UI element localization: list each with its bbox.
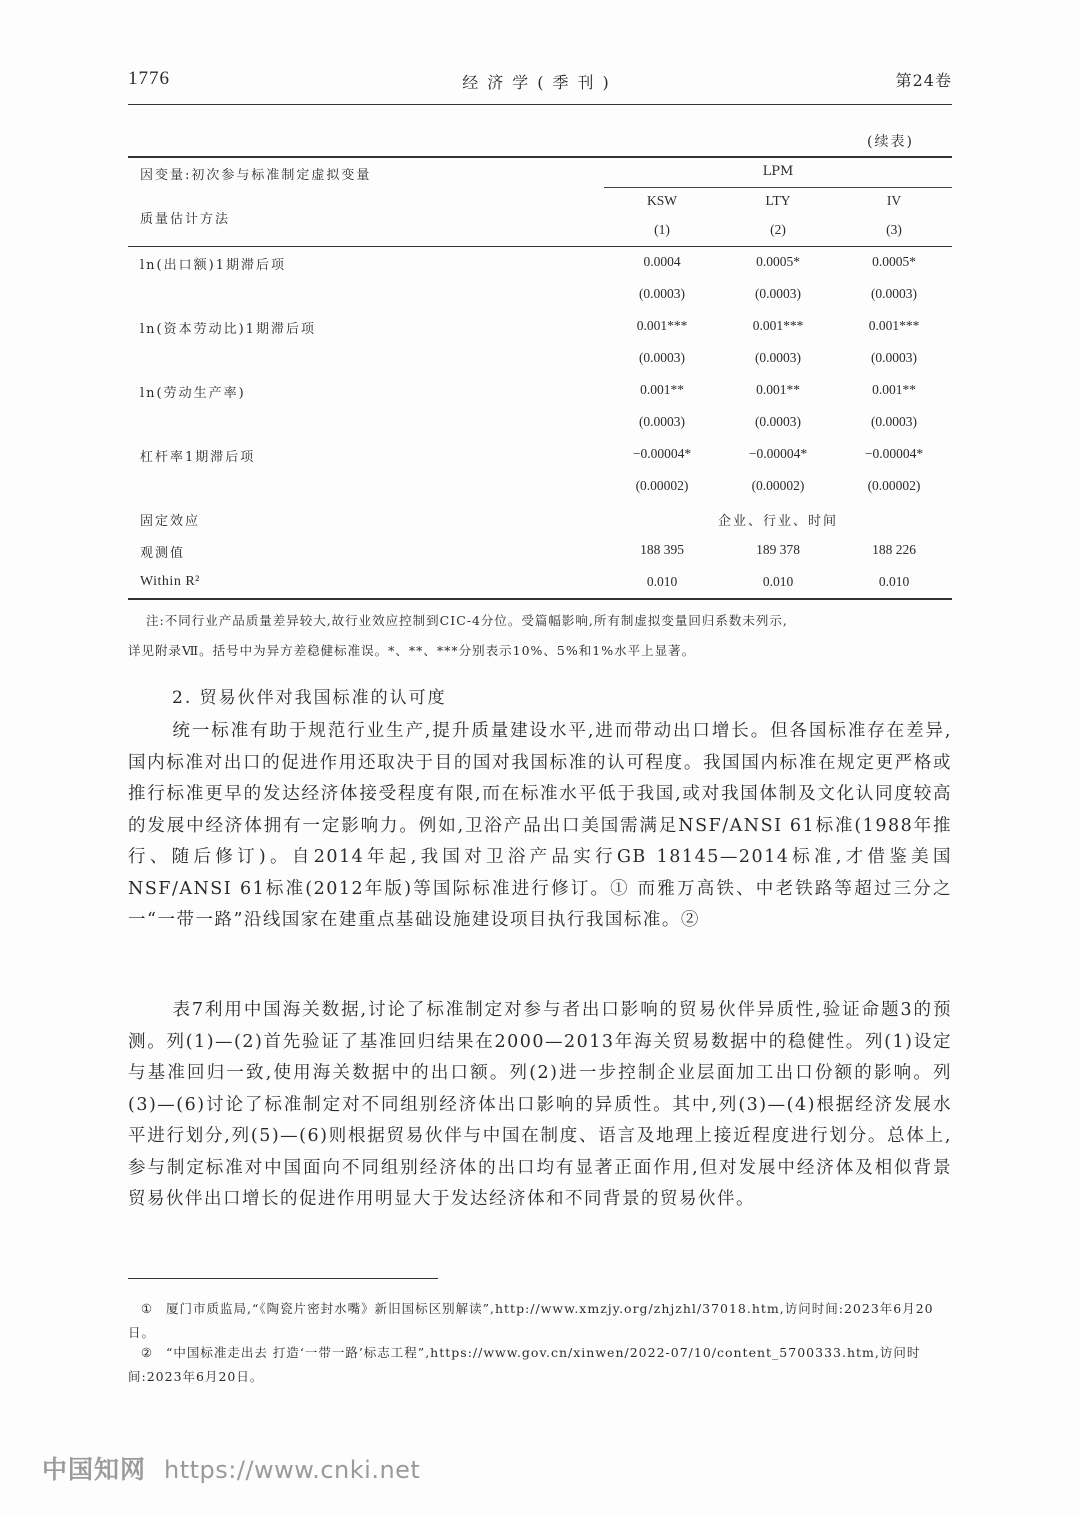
volume-label: 第24卷 <box>895 71 952 90</box>
column-name: KSW <box>647 193 677 208</box>
table-cell: (0.00002) <box>867 478 921 493</box>
table-cell: 188 226 <box>872 542 916 557</box>
column-number: (3) <box>886 222 902 237</box>
footnote-text: “中国标准走出去 打造‘一带一路’标志工程”,https://www.gov.cn/xinwen/2022-07/10/content_5700333.htm,访问时间:2023年6月20日。 <box>128 1345 921 1384</box>
footnote-rule <box>128 1278 438 1279</box>
table-cell: 0.001*** <box>868 318 920 333</box>
footnote <box>128 1297 952 1345</box>
table-cell: (0.0003) <box>754 414 802 429</box>
table-cell: (0.0003) <box>870 286 918 301</box>
table-cell: 0.010 <box>646 574 678 589</box>
cnki-watermark <box>42 1450 420 1486</box>
table-cell: −0.00004* <box>748 446 808 461</box>
row-label: ln(资本劳动比)1期滞后项 <box>140 322 316 337</box>
footnote-text: 厦门市质监局,“《陶瓷片密封水嘴》新旧国标区别解读”,http://www.xmzjy.org/zhjzhl/37018.htm,访问时间:2023年6月20日。 <box>128 1301 934 1340</box>
table-cell: 0.010 <box>878 574 910 589</box>
table-cell: 0.001** <box>640 382 684 397</box>
table-cell: −0.00004* <box>632 446 692 461</box>
table-cell: 0.001** <box>872 382 916 397</box>
table-cell: 0.010 <box>762 574 794 589</box>
table-bottom-rule <box>128 598 952 600</box>
table-cell: 0.0005* <box>756 254 800 269</box>
body-paragraph <box>128 995 952 1216</box>
fixed-effects-label: 固定效应 <box>140 514 201 529</box>
footnote-mark: ② <box>140 1345 154 1360</box>
table-header-rule <box>128 246 952 247</box>
table-continued-label: (续表) <box>867 134 914 150</box>
header-rule <box>128 104 952 105</box>
fixed-effects-value: 企业、行业、时间 <box>717 514 838 529</box>
column-name: IV <box>886 193 902 208</box>
paragraph-text: 统一标准有助于规范行业生产,提升质量建设水平,进而带动出口增长。但各国标准存在差异,国内标准对出口的促进作用还取决于目的国对我国标准的认可程度。我国国内标准在规定更严格或推行标准更早的发达经济体接受程度有限,而在标准水平低于我国,或对我国体制及文化认同度较高的发展中经济体拥有一定影响力。例如,卫浴产品出口美国需满足NSF/ANSI 61标准(1988年推行、随后修订)。自2014年起,我国对卫浴产品实行GB 18145—2014标准,才借鉴美国NSF/ANSI 61标准(2012年版)等国际标准进行修订。① 而雅万高铁、中老铁路等超过三分之一“一带一路”沿线国家在建重点基础设施建设项目执行我国标准。② <box>128 721 952 930</box>
footnote-mark: ① <box>140 1301 154 1316</box>
table-cell: 189 378 <box>756 542 800 557</box>
running-header <box>128 62 952 102</box>
model-rule <box>604 187 952 188</box>
column-number: (2) <box>770 222 786 237</box>
row-label: ln(劳动生产率) <box>140 386 246 401</box>
page-number: 1776 <box>128 68 170 89</box>
body-paragraph <box>128 716 952 937</box>
table-cell: (0.0003) <box>638 350 686 365</box>
dependent-variable-label: 因变量:初次参与标准制定虚拟变量 <box>140 168 372 183</box>
cnki-logo-text: 中国知网 <box>42 1455 147 1484</box>
row-label: ln(出口额)1期滞后项 <box>140 258 286 273</box>
section-title: 2. 贸易伙伴对我国标准的认可度 <box>172 688 447 708</box>
table-cell: 188 395 <box>640 542 684 557</box>
table-cell: 0.001*** <box>752 318 804 333</box>
table-cell: −0.00004* <box>864 446 924 461</box>
table-cell: 0.001*** <box>636 318 688 333</box>
table-top-rule <box>128 156 952 158</box>
table-cell: (0.0003) <box>870 350 918 365</box>
observations-label: 观测值 <box>140 546 186 561</box>
cnki-url: https://www.cnki.net <box>164 1456 421 1484</box>
table-cell: 0.0005* <box>872 254 916 269</box>
table-cell: 0.0004 <box>643 254 681 269</box>
table-cell: (0.0003) <box>638 286 686 301</box>
paragraph-text: 表7利用中国海关数据,讨论了标准制定对参与者出口影响的贸易伙伴异质性,验证命题3的预测。列(1)—(2)首先验证了基准回归结果在2000—2013年海关贸易数据中的稳健性。列(1)设定与基准回归一致,使用海关数据中的出口额。列(2)进一步控制企业层面加工出口份额的影响。列(3)—(6)讨论了标准制定对不同组别经济体出口影响的异质性。其中,列(3)—(4)根据经济发展水平进行划分,列(5)—(6)则根据贸易伙伴与中国在制度、语言及地理上接近程度进行划分。总体上,参与制定标准对中国面向不同组别经济体的出口均有显著正面作用,但对发展中经济体及相似背景贸易伙伴出口增长的促进作用明显大于发达经济体和不同背景的贸易伙伴。 <box>128 1000 952 1209</box>
column-name: LTY <box>765 193 791 208</box>
row-label: 杠杆率1期滞后项 <box>140 450 256 465</box>
table-cell: (0.0003) <box>870 414 918 429</box>
table-cell: 0.001** <box>756 382 800 397</box>
footnote <box>128 1341 952 1389</box>
r2-label: Within R² <box>140 574 200 589</box>
method-label: 质量估计方法 <box>140 212 231 227</box>
model-label: LPM <box>762 164 794 179</box>
table-cell: (0.00002) <box>635 478 689 493</box>
table-cell: (0.00002) <box>751 478 805 493</box>
table-cell: (0.0003) <box>754 286 802 301</box>
table-note-line: 注:不同行业产品质量差异较大,故行业效应控制到CIC-4分位。受篇幅影响,所有制虚拟变量回归系数未列示, <box>146 613 788 628</box>
table-cell: (0.0003) <box>638 414 686 429</box>
column-number: (1) <box>654 222 670 237</box>
table-note-line: 详见附录Ⅶ。括号中为异方差稳健标准误。*、**、***分别表示10%、5%和1%水平上显著。 <box>128 643 696 658</box>
journal-title: 经济学(季刊) <box>462 73 618 92</box>
table-cell: (0.0003) <box>754 350 802 365</box>
